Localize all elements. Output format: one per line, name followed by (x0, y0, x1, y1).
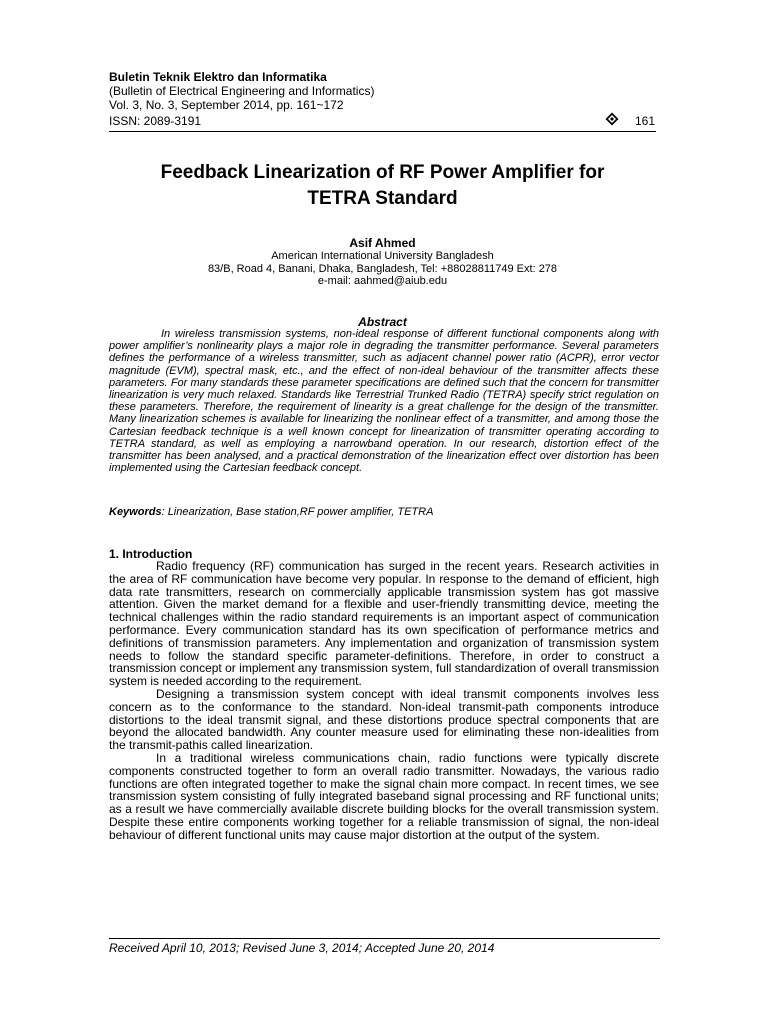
footer-rule (109, 938, 660, 939)
introduction-body (109, 560, 659, 842)
author-email: e-mail: aahmed@aiub.edu (317, 275, 448, 287)
intro-paragraph: Radio frequency (RF) communication has surged in the recent years. Research activities in the area of RF communication have become very popular. In response to the demand of efficient, high data rate transmitters, research on commercially applicable transmission system has got massive attention. Given the market demand for a flexible and user-friendly transmitting device, meeting the technical challenges within the radio standard requirements is an important aspect of communication performance. Every communication standard has its own specification of performance metrics and definitions of transmission parameters. Any implementation and organization of transmission system needs to follow the standard specific parameter-definitions. Therefore, in order to construct a transmission concept or implement any transmission system, full standardization of overall transmission system is needed according to the requirement. (109, 559, 659, 689)
journal-header (109, 70, 659, 126)
header-rule (109, 131, 656, 132)
author-name: Asif Ahmed (349, 236, 416, 250)
abstract-text: In wireless transmission systems, non-ideal response of different functional components along with power amplifier’s nonlinearity plays a major role in degrading the transmitter performance. Several parameters defines the performance of a wireless transmitter, such as adjacent channel power ratio (ACPR), error vector magnitude (EVM), spectral mask, etc., and the effect of non-ideal behaviour of the transmitter affects these parameters. For many standards these parameter specifications are defined such that the concern for transmitter linearization is very much relaxed. Standards like Terrestrial Trunked Radio (TETRA) specify strict regulation on these parameters. Therefore, the requirement of linearity is a great challenge for the design of the transmitter. Many linearization schemes is available for linearizing the nonlinear effect of a transmitter, and among those the Cartesian feedback technique is a well known concept for linearization of transmitter operating according to TETRA standard, as well as employing a narrowband operation. In our research, distortion effect of the transmitter has been analysed, and a practical demonstration of the linearization effect over distortion has been implemented using the Cartesian feedback concept. (109, 328, 659, 475)
diamond-icon (605, 112, 619, 126)
keywords-label: Keywords (109, 506, 162, 518)
title-line-2: TETRA Standard (307, 188, 458, 209)
issn-row (109, 112, 659, 126)
section-heading-introduction: 1. Introduction (109, 547, 193, 561)
journal-name: Buletin Teknik Elektro dan Informatika (109, 70, 327, 84)
abstract-body (109, 328, 659, 474)
footer-dates: Received April 10, 2013; Revised June 3, 2014; Accepted June 20, 2014 (109, 941, 495, 955)
paper-title (109, 160, 656, 212)
intro-paragraph: Designing a transmission system concept with ideal transmit components involves less concern as to the conformance to the standard. Non-ideal transmit-path components introduce distortions to the ideal transmit signal, and these distortions produce spectral components that are beyond the allocated bandwidth. Any counter measure used for eliminating these non-idealities from the transmit-pathis called linearization. (109, 686, 659, 753)
author-affiliation: American International University Bangladesh (271, 250, 494, 262)
author-address: 83/B, Road 4, Banani, Dhaka, Bangladesh, Tel: +88028811749 Ext: 278 (207, 262, 558, 275)
author-block (109, 236, 656, 288)
intro-paragraph: In a traditional wireless communications chain, radio functions were typically discrete components constructed together to form an overall radio transmitter. Nowadays, the various radio functions are often integrated together to make the signal chain more compact. In recent times, we see transmission system consisting of fully integrated baseband signal processing and RF functional units; as a result we have commercially available discrete building blocks for the overall transmission system. Despite these entire components working together for a reliable transmission of signal, the non-ideal behaviour of different functional units may cause major distortion at the output of the system. (109, 750, 659, 842)
title-line-1: Feedback Linearization of RF Power Amplifier for (160, 162, 605, 183)
keywords-text: : Linearization, Base station,RF power amplifier, TETRA (161, 506, 434, 518)
issn: ISSN: 2089-3191 (109, 114, 202, 128)
page-number: 161 (634, 114, 655, 128)
volume-info: Vol. 3, No. 3, September 2014, pp. 161~172 (109, 98, 344, 112)
keywords (109, 506, 659, 519)
abstract-heading: Abstract (358, 315, 407, 329)
journal-english-name: (Bulletin of Electrical Engineering and Informatics) (109, 84, 375, 98)
